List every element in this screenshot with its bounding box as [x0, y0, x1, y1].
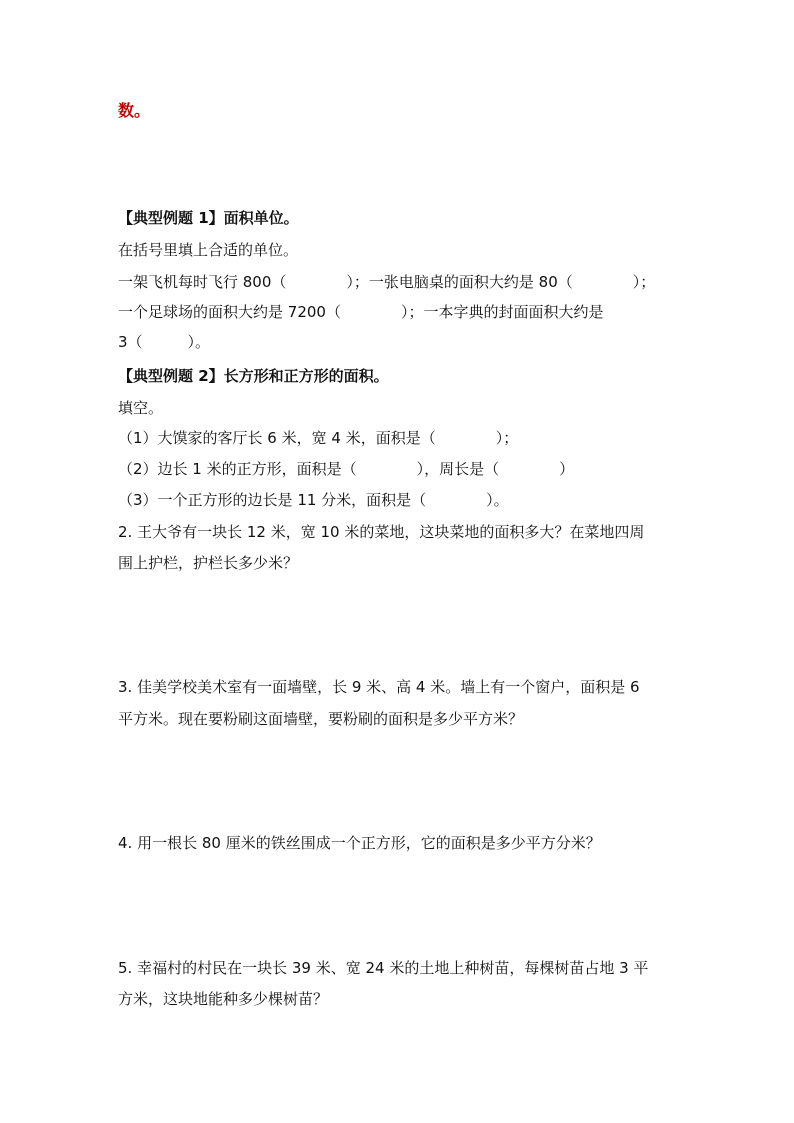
top-fragment: 数。 — [118, 101, 151, 120]
question-5-line1: 5. 幸福村的村民在一块长 39 米、宽 24 米的土地上种树苗，每棵树苗占地 3 平 — [118, 959, 649, 977]
example1-instruction: 在括号里填上合适的单位。 — [118, 241, 299, 259]
example1-line3: 3（ ）。 — [118, 333, 211, 351]
example2-instruction: 填空。 — [118, 399, 164, 417]
example2-heading: 【典型例题 2】长方形和正方形的面积。 — [118, 367, 389, 385]
question-4-line1: 4. 用一根长 80 厘米的铁丝围成一个正方形，它的面积是多少平方分米？ — [118, 834, 601, 852]
example2-item-2: （2）边长 1 米的正方形，面积是（ ），周长是（ ） — [118, 460, 575, 478]
example1-heading: 【典型例题 1】面积单位。 — [118, 209, 299, 227]
question-5-line2: 方米，这块地能种多少棵树苗？ — [118, 990, 329, 1008]
example2-item-1: （1）大馍家的客厅长 6 米，宽 4 米，面积是（ ）； — [118, 429, 519, 447]
question-2-line1: 2. 王大爷有一块长 12 米，宽 10 米的菜地，这块菜地的面积多大？在菜地四周 — [118, 523, 645, 541]
example1-line1: 一架飞机每时飞行 800（ ）；一张电脑桌的面积大约是 80（ ）； — [118, 273, 656, 291]
question-3-line2: 平方米。现在要粉刷这面墙壁，要粉刷的面积是多少平方米？ — [118, 710, 524, 728]
example1-line2: 一个足球场的面积大约是 7200（ ）；一本字典的封面面积大约是 — [118, 303, 604, 321]
example2-item-3: （3）一个正方形的边长是 11 分米，面积是（ ）。 — [118, 491, 509, 509]
question-3-line1: 3. 佳美学校美术室有一面墙壁，长 9 米、高 4 米。墙上有一个窗户，面积是 6 — [118, 678, 640, 696]
question-2-line2: 围上护栏，护栏长多少米？ — [118, 554, 299, 572]
